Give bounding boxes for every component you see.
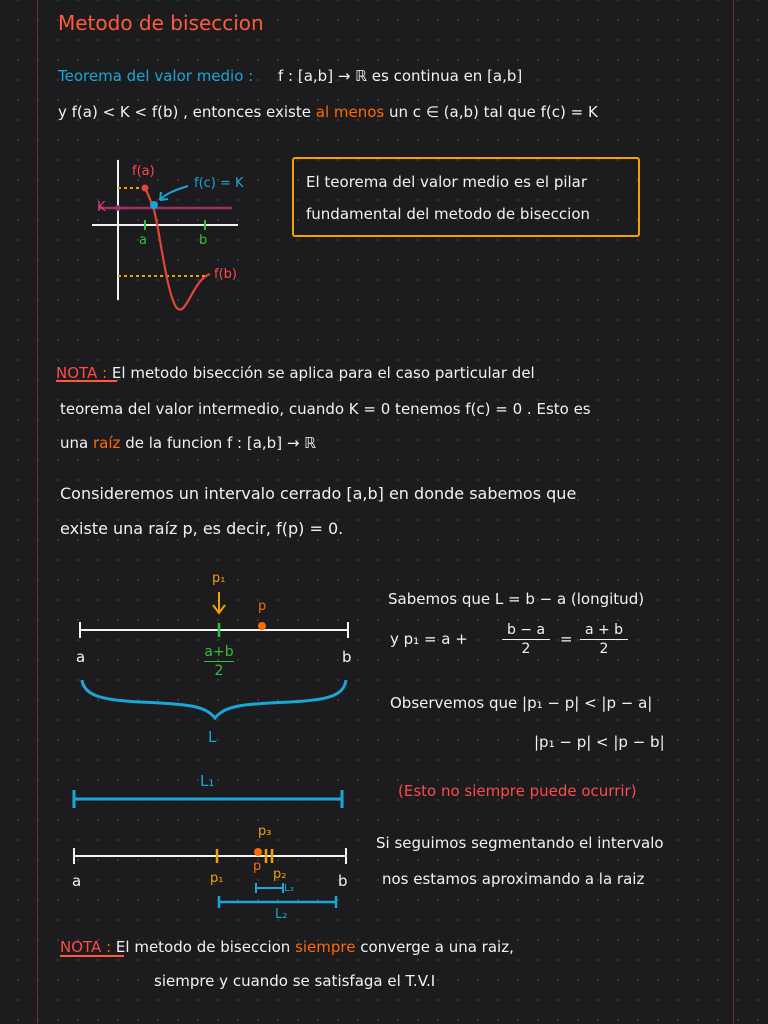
graph-b-label: b <box>199 233 208 248</box>
d1-p1-label: p₁ <box>212 571 226 586</box>
d1-midpoint-fraction <box>204 644 234 679</box>
note1-line3-start: una <box>60 434 89 452</box>
facts-frac2-num: a + b <box>584 622 624 638</box>
boxed-note-line1: El teorema del valor medio es el pilar <box>306 173 588 191</box>
segment-line1: Si seguimos segmentando el intervalo <box>376 834 664 852</box>
note2-line2: siempre y cuando se satisfaga el T.V.I <box>154 972 436 990</box>
d1-mid-den: 2 <box>214 663 224 679</box>
consider-line2: existe una raíz p, es decir, f(p) = 0. <box>60 519 344 538</box>
d1-p-label: p <box>258 599 267 614</box>
note1-text1: El metodo bisección se aplica para el caso particular del <box>111 364 535 382</box>
facts-obs1: Observemos que |p₁ − p| < |p − a| <box>390 694 653 712</box>
d2-p1-label: p₁ <box>210 871 224 886</box>
facts-line2: y p₁ = a + <box>390 630 468 648</box>
facts-frac2-den: 2 <box>599 641 609 657</box>
note2-line1 <box>60 938 514 956</box>
facts-frac1-den: 2 <box>521 641 531 657</box>
note2-label: NOTA <box>60 938 102 956</box>
facts-frac2 <box>580 622 628 657</box>
highlight-siempre: siempre <box>295 938 356 956</box>
note1-line2: teorema del valor intermedio, cuando K = 0 tenemos f(c) = 0 . Esto es <box>60 400 591 418</box>
note1-line3-end: de la funcion f : [a,b] → ℝ <box>125 434 317 452</box>
facts-frac1-num: b − a <box>506 622 546 638</box>
d1-L-label: L <box>208 728 217 746</box>
d1-b-label: b <box>342 648 352 666</box>
graph-a-label: a <box>139 233 147 248</box>
boxed-note <box>292 157 640 237</box>
note1-line3 <box>60 434 316 452</box>
facts-obs2: |p₁ − p| < |p − b| <box>534 733 665 751</box>
graph-k-label: K <box>97 200 106 215</box>
interval-diagram-2 <box>74 790 346 908</box>
d2-b-label: b <box>338 872 348 890</box>
highlight-al-menos: al menos <box>315 103 385 121</box>
note2-text-start: El metodo de biseccion <box>115 938 291 956</box>
note1-colon: : <box>102 364 108 382</box>
note2-text-end: converge a una raiz, <box>360 938 514 956</box>
graph-fb-label: f(b) <box>214 267 237 282</box>
note1-label: NOTA <box>56 364 98 382</box>
consider-line1: Consideremos un intervalo cerrado [a,b] en donde sabemos que <box>60 484 577 503</box>
page-title: Metodo de biseccion <box>58 11 264 35</box>
d2-p3-label: p₃ <box>258 824 272 839</box>
segment-line2: nos estamos aproximando a la raiz <box>382 870 645 888</box>
graph-fa-label: f(a) <box>132 164 155 179</box>
note1-line1 <box>56 364 535 382</box>
note2-colon: : <box>106 938 112 956</box>
facts-warning: (Esto no siempre puede ocurrir) <box>398 782 637 800</box>
highlight-raiz: raíz <box>93 434 121 452</box>
d2-a-label: a <box>72 872 82 890</box>
theorem-line2-start: y f(a) < K < f(b) , entonces existe <box>58 103 311 121</box>
d2-p2-label: p₂ <box>273 867 287 882</box>
d2-L1-label: L₁ <box>200 772 215 790</box>
d1-mid-num: a+b <box>204 644 234 660</box>
facts-frac1 <box>502 622 550 657</box>
d2-L3-label: L₃ <box>284 883 294 894</box>
theorem-line1: f : [a,b] → ℝ es continua en [a,b] <box>278 67 523 85</box>
d2-L2-label: L₂ <box>275 907 288 922</box>
d2-p-label: p <box>253 859 262 874</box>
theorem-name: Teorema del valor medio : <box>58 67 254 85</box>
graph-fc-label: f(c) = K <box>194 176 244 191</box>
boxed-note-line2: fundamental del metodo de biseccion <box>306 205 591 223</box>
facts-line1: Sabemos que L = b − a (longitud) <box>388 590 645 608</box>
theorem-line2-end: un c ∈ (a,b) tal que f(c) = K <box>389 103 598 121</box>
facts-equals: = <box>560 630 573 648</box>
d1-a-label: a <box>76 648 86 666</box>
